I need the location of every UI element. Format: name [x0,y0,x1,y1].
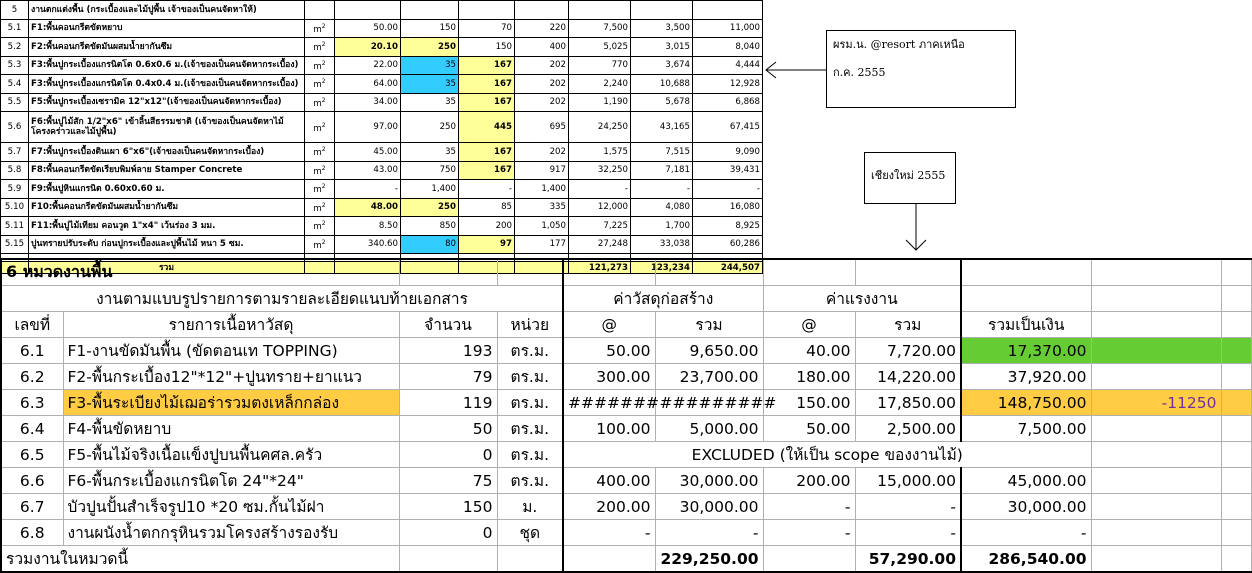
top-row-unit-total[interactable]: 202 [515,143,569,162]
top-row-unit-text: m [313,148,322,159]
top-row-material-sum[interactable]: 1,190 [569,93,631,112]
top-row-unit[interactable] [305,180,335,199]
header-col-material-at[interactable]: @ [563,312,655,338]
category-total-grand[interactable]: 286,540.00 [961,546,1091,573]
item-overflow-cell[interactable] [1221,416,1251,442]
top-row-unit-total[interactable]: 1,400 [515,180,569,199]
category-total-blank[interactable] [763,546,855,573]
item-material-rate[interactable]: 300.00 [563,364,655,390]
item-quantity[interactable]: 75 [399,468,497,494]
item-description[interactable]: F2-พื้นกระเบื้อง12"*12"+ปูนทราย+ยาแนว [63,364,399,390]
item-labor-rate[interactable]: 40.00 [763,338,855,364]
top-row-material-sum[interactable]: 12,000 [569,198,631,217]
top-row-unit-text: m [313,123,322,134]
top-row-no[interactable]: 5.4 [1,75,29,94]
top-row-unit-sup: 2 [321,121,326,129]
top-row-item[interactable]: F6:พื้นปูไม้สัก 1/2"x6" เข้าลิ้นสีธรรมชาติ (เจ้าของเป็นคนจัดหาไม้โครงคร่าวและไม้ปูพื้น) [29,112,305,143]
top-row-item[interactable]: F5:พื้นปูกระเบื้องเซรามิค 12"x12"(เจ้าของเป็นคนจัดหากระเบื้อง) [29,93,305,112]
item-labor-rate[interactable]: - [763,494,855,520]
item-unit[interactable]: ตร.ม. [497,338,563,364]
item-no[interactable]: 6.1 [1,338,63,364]
item-adjustment[interactable] [1091,338,1221,364]
item-quantity[interactable]: 50 [399,416,497,442]
item-overflow-cell[interactable] [1221,494,1251,520]
top-row-unit-sup: 2 [321,146,326,154]
top-row-item[interactable]: F3:พื้นปูกระเบื้องแกรนิตโต 0.6x0.6 ม.(เจ้าของเป็นคนจัดหากระเบื้อง) [29,56,305,75]
item-unit[interactable]: ตร.ม. [497,390,563,416]
top-row-unit-text: m [313,61,322,72]
top-row-unit[interactable] [305,235,335,254]
top-row-material-rate[interactable]: 850 [401,217,459,236]
top-row-unit-sup: 2 [321,164,326,172]
category-total-blank[interactable] [1221,546,1251,573]
category-total-blank[interactable] [563,546,655,573]
top-row-unit-total[interactable]: 400 [515,38,569,57]
top-row-total[interactable]: 8,925 [693,217,763,236]
top-row-item[interactable]: ปูนทรายปรับระดับ ก่อนปูกระเบื้องและปูพื้นไม้ หนา 5 ซม. [29,235,305,254]
top-table-row [1,19,763,38]
top-row-labor-rate[interactable]: 167 [459,161,515,180]
item-material-rate[interactable]: 100.00 [563,416,655,442]
top-table-row [1,198,763,217]
top-row-total[interactable]: - [693,180,763,199]
item-row [1,364,1251,390]
item-labor-sum[interactable]: 14,220.00 [855,364,961,390]
top-row-unit-text: m [313,98,322,109]
item-description[interactable]: บัวปูนปั้นสำเร็จรูป10 *20 ซม.กั้นไม้ฝา [63,494,399,520]
top-row-no[interactable]: 5.15 [1,235,29,254]
item-total[interactable]: 7,500.00 [961,416,1091,442]
item-description[interactable]: F3-พื้นระเบียงไม้เฌอร่ารวมตงเหล็กกล่อง [63,390,399,416]
item-row [1,390,1251,416]
top-row-total[interactable]: 60,286 [693,235,763,254]
item-labor-rate[interactable]: 200.00 [763,468,855,494]
item-quantity[interactable]: 79 [399,364,497,390]
item-row [1,494,1251,520]
top-row-labor-rate[interactable]: 150 [459,38,515,57]
category-total-label[interactable]: รวมงานในหมวดนี้ [1,546,399,573]
item-row [1,442,1251,468]
top-row-total[interactable]: 12,928 [693,75,763,94]
top-row-unit-sup: 2 [321,201,326,209]
item-description[interactable]: งานผนังน้ำตกกรุหินรวมโครงสร้างรองรับ [63,520,399,546]
top-row-labor-rate[interactable]: 167 [459,93,515,112]
top-row-unit[interactable] [305,217,335,236]
top-row-no[interactable]: 5.11 [1,217,29,236]
item-labor-sum[interactable]: 2,500.00 [855,416,961,442]
top-row-unit[interactable] [305,75,335,94]
top-table-row [1,161,763,180]
top-row-material-sum[interactable]: 27,248 [569,235,631,254]
top-row-material-sum[interactable]: - [569,180,631,199]
top-row-qty[interactable]: 64.00 [335,75,401,94]
top-row-unit-sup: 2 [321,41,326,49]
item-quantity[interactable]: 0 [399,520,497,546]
header-row-1 [1,286,1251,312]
item-unit[interactable]: ตร.ม. [497,416,563,442]
top-row-qty[interactable]: 45.00 [335,143,401,162]
top-row-qty[interactable]: 97.00 [335,112,401,143]
top-row-labor-sum[interactable]: 4,080 [631,198,693,217]
top-row-material-rate[interactable]: 35 [401,75,459,94]
top-row-unit-text: m [313,240,322,251]
item-material-sum[interactable]: 30,000.00 [655,468,763,494]
section-title[interactable]: 6 หมวดงานพื้น [1,259,399,286]
top-row-unit-total[interactable]: 177 [515,235,569,254]
top-row-unit-text: m [313,185,322,196]
item-labor-sum[interactable]: 7,720.00 [855,338,961,364]
item-unit[interactable]: ม. [497,494,563,520]
item-excluded-note[interactable]: EXCLUDED (ให้เป็น scope ของงานไม้) [563,442,1091,468]
top-section-no[interactable]: 5 [1,1,29,20]
top-row-labor-rate[interactable]: 167 [459,143,515,162]
item-row [1,468,1251,494]
top-row-material-rate[interactable]: 1,400 [401,180,459,199]
item-adjustment[interactable] [1091,520,1221,546]
top-row-no[interactable]: 5.10 [1,198,29,217]
item-description[interactable]: F4-พื้นขัดหยาบ [63,416,399,442]
item-quantity[interactable]: 119 [399,390,497,416]
item-no[interactable]: 6.4 [1,416,63,442]
top-row-unit-text: m [313,203,322,214]
item-no[interactable]: 6.5 [1,442,63,468]
top-row-total[interactable]: 4,444 [693,56,763,75]
item-overflow-cell[interactable] [1221,520,1251,546]
header-col-no[interactable]: เลขที่ [1,312,63,338]
top-row-no[interactable]: 5.3 [1,56,29,75]
item-unit[interactable]: ตร.ม. [497,468,563,494]
item-labor-sum[interactable]: 15,000.00 [855,468,961,494]
top-row-material-sum[interactable]: 7,500 [569,19,631,38]
top-row-qty[interactable]: 43.00 [335,161,401,180]
header-description[interactable]: งานตามแบบรูปรายการตามรายละเอียดแนบท้ายเอกสาร [1,286,563,312]
top-row-qty[interactable]: 22.00 [335,56,401,75]
top-row-labor-sum[interactable]: 3,015 [631,38,693,57]
header-col-item[interactable]: รายการเนื้อหาวัสดุ [63,312,399,338]
item-no[interactable]: 6.7 [1,494,63,520]
top-row-item[interactable]: F2:พื้นคอนกรีตขัดมันผสมน้ำยากันซึม [29,38,305,57]
top-row-material-rate[interactable]: 250 [401,198,459,217]
top-table-row [1,235,763,254]
top-row-total[interactable]: 11,000 [693,19,763,38]
top-row-unit[interactable] [305,93,335,112]
top-row-no[interactable]: 5.1 [1,19,29,38]
top-row-material-rate[interactable]: 35 [401,56,459,75]
header-col-qty[interactable]: จำนวน [399,312,497,338]
top-row-no[interactable]: 5.8 [1,161,29,180]
floor-cost-table [0,258,1252,573]
top-row-material-sum[interactable]: 5,025 [569,38,631,57]
item-labor-sum[interactable]: 17,850.00 [855,390,961,416]
top-row-unit-sup: 2 [321,220,326,228]
item-description[interactable]: F1-งานขัดมันพื้น (ขัดตอนเท TOPPING) [63,338,399,364]
top-row-unit-total[interactable]: 202 [515,56,569,75]
top-row-no[interactable]: 5.9 [1,180,29,199]
callout-resort-line1: ผรม.น. @resort ภาคเหนือ [833,38,965,51]
item-overflow-cell[interactable] [1221,468,1251,494]
category-total-blank[interactable] [497,546,563,573]
item-quantity[interactable]: 193 [399,338,497,364]
item-total[interactable]: 37,920.00 [961,364,1091,390]
category-total-labor[interactable]: 57,290.00 [855,546,961,573]
header-col-labor-at[interactable]: @ [763,312,855,338]
item-total[interactable]: 45,000.00 [961,468,1091,494]
top-table-row [1,112,763,143]
top-row-unit[interactable] [305,198,335,217]
item-description[interactable]: F6-พื้นกระเบื้องแกรนิตโต 24"*24" [63,468,399,494]
item-row [1,338,1251,364]
top-row-labor-rate[interactable]: 97 [459,235,515,254]
item-quantity[interactable]: 0 [399,442,497,468]
item-material-rate[interactable]: ####### [563,390,655,416]
top-row-unit[interactable] [305,161,335,180]
top-row-labor-sum[interactable]: 5,678 [631,93,693,112]
top-row-unit-sup: 2 [321,238,326,246]
top-row-material-rate[interactable]: 750 [401,161,459,180]
top-row-material-rate[interactable]: 150 [401,19,459,38]
item-description[interactable]: F5-พื้นไม้จริงเนื้อแข็งปูบนพื้นคศล.ครัว [63,442,399,468]
top-row-item[interactable]: F7:พื้นปูกระเบื้องดินเผา 6"x6"(เจ้าของเป็นคนจัดหากระเบื้อง) [29,143,305,162]
item-material-rate[interactable]: - [563,520,655,546]
top-row-labor-sum[interactable]: 43,165 [631,112,693,143]
top-row-labor-sum[interactable]: 3,674 [631,56,693,75]
top-table-row [1,75,763,94]
top-row-labor-sum[interactable]: 7,181 [631,161,693,180]
top-row-material-sum[interactable]: 7,225 [569,217,631,236]
item-material-sum[interactable]: 23,700.00 [655,364,763,390]
top-section-title[interactable]: งานตกแต่งพื้น (กระเบื้องและไม้ปูพื้น เจ้าของเป็นคนจัดหาให้) [29,1,305,20]
top-row-labor-rate[interactable]: 85 [459,198,515,217]
top-row-unit-sup: 2 [321,59,326,67]
top-row-unit-text: m [313,43,322,54]
top-row-labor-rate[interactable]: 70 [459,19,515,38]
callout-chiangmai-text: เชียงใหม่ 2555 [871,169,946,182]
arrow-to-top-table-head [766,62,776,78]
top-row-unit-total[interactable]: 917 [515,161,569,180]
top-total-labor[interactable]: 123,234 [631,262,693,274]
top-row-material-rate[interactable]: 35 [401,143,459,162]
item-unit[interactable]: ชุด [497,520,563,546]
top-row-total[interactable]: 39,431 [693,161,763,180]
item-material-sum[interactable]: - [655,520,763,546]
top-row-qty[interactable]: - [335,180,401,199]
top-row-labor-sum[interactable]: 1,700 [631,217,693,236]
top-row-material-rate[interactable]: 80 [401,235,459,254]
top-row-unit[interactable] [305,112,335,143]
top-row-labor-rate[interactable]: 167 [459,56,515,75]
item-row [1,520,1251,546]
item-no[interactable]: 6.2 [1,364,63,390]
top-row-material-sum[interactable]: 2,240 [569,75,631,94]
top-row-labor-sum[interactable]: - [631,180,693,199]
top-row-no[interactable]: 5.7 [1,143,29,162]
item-quantity[interactable]: 150 [399,494,497,520]
callout-resort-line2: ก.ค. 2555 [833,66,886,79]
item-labor-sum[interactable]: - [855,494,961,520]
item-no[interactable]: 6.8 [1,520,63,546]
top-row-qty[interactable]: 8.50 [335,217,401,236]
item-adjustment[interactable] [1091,364,1221,390]
item-overflow-cell[interactable] [1221,390,1251,416]
top-row-unit-total[interactable]: 695 [515,112,569,143]
item-adjustment[interactable] [1091,468,1221,494]
category-total-material[interactable]: 229,250.00 [655,546,763,573]
top-row-total[interactable]: 6,868 [693,93,763,112]
top-row-unit-total[interactable]: 335 [515,198,569,217]
top-row-unit[interactable] [305,19,335,38]
item-labor-rate[interactable]: 150.00 [763,390,855,416]
top-row-unit[interactable] [305,56,335,75]
top-row-unit-total[interactable]: 220 [515,19,569,38]
floor-cost-sheet [0,258,1240,569]
header-material-cost[interactable]: ค่าวัสดุก่อสร้าง [563,286,763,312]
callout-resort-note [826,30,1016,108]
top-row-material-rate[interactable]: 250 [401,112,459,143]
item-row [1,416,1251,442]
item-no[interactable]: 6.6 [1,468,63,494]
item-material-rate[interactable]: 200.00 [563,494,655,520]
top-table-row [1,143,763,162]
top-row-unit-text: m [313,80,322,91]
category-total-blank[interactable] [399,546,497,573]
top-row-item[interactable]: F3:พื้นปูกระเบื้องแกรนิตโต 0.4x0.4 ม.(เจ้าของเป็นคนจัดหากระเบื้อง) [29,75,305,94]
top-row-labor-sum[interactable]: 10,688 [631,75,693,94]
item-labor-rate[interactable]: 180.00 [763,364,855,390]
top-row-item[interactable]: F9:พื้นปูหินแกรนิต 0.60x0.60 ม. [29,180,305,199]
item-material-sum[interactable]: 9,650.00 [655,338,763,364]
arrow-to-bottom-table-head [906,240,926,250]
item-total[interactable]: 148,750.00 [961,390,1091,416]
header-col-unit[interactable]: หน่วย [497,312,563,338]
item-labor-rate[interactable]: - [763,520,855,546]
top-row-labor-rate[interactable]: - [459,180,515,199]
top-row-labor-rate[interactable]: 167 [459,75,515,94]
top-row-qty[interactable]: 50.00 [335,19,401,38]
top-row-unit-sup: 2 [321,183,326,191]
top-row-unit[interactable] [305,38,335,57]
top-total-label[interactable]: รวม [29,262,305,274]
top-row-total[interactable]: 16,080 [693,198,763,217]
top-row-labor-rate[interactable]: 200 [459,217,515,236]
item-unit[interactable]: ตร.ม. [497,442,563,468]
item-adjustment[interactable] [1091,416,1221,442]
item-overflow-cell[interactable] [1221,364,1251,390]
top-row-unit-sup: 2 [321,22,326,30]
item-labor-rate[interactable]: 50.00 [763,416,855,442]
item-material-rate[interactable]: 50.00 [563,338,655,364]
item-material-sum[interactable]: 5,000.00 [655,416,763,442]
top-table-row [1,93,763,112]
top-total-grand[interactable]: 244,507 [693,262,763,274]
header-col-material-sum[interactable]: รวม [655,312,763,338]
top-row-unit-total[interactable]: 202 [515,75,569,94]
top-row-item[interactable]: F1:พื้นคอนกรีตขัดหยาบ [29,19,305,38]
top-section-row [1,1,763,20]
item-total[interactable]: 17,370.00 [961,338,1091,364]
top-row-material-sum[interactable]: 1,575 [569,143,631,162]
header-row-2 [1,312,1251,338]
item-adjustment[interactable] [1091,494,1221,520]
top-row-unit-text: m [313,24,322,35]
top-row-material-rate[interactable]: 250 [401,38,459,57]
top-row-total[interactable]: 8,040 [693,38,763,57]
category-total-blank[interactable] [1091,546,1221,573]
header-labor-cost[interactable]: ค่าแรงงาน [763,286,961,312]
top-row-labor-sum[interactable]: 33,038 [631,235,693,254]
top-table-row [1,38,763,57]
top-row-unit-sup: 2 [321,78,326,86]
item-total[interactable]: 30,000.00 [961,494,1091,520]
small-cost-table [0,0,763,274]
item-unit[interactable]: ตร.ม. [497,364,563,390]
top-row-no[interactable]: 5.2 [1,38,29,57]
item-overflow-cell[interactable] [1221,442,1251,468]
top-row-item[interactable]: F10:พื้นคอนกรีตขัดมันผสมน้ำยากันซึม [29,198,305,217]
item-total[interactable]: - [961,520,1091,546]
top-total-material[interactable]: 121,273 [569,262,631,274]
item-material-sum[interactable]: ######### [655,390,763,416]
top-row-unit[interactable] [305,143,335,162]
section-title-row [1,259,1251,286]
top-row-no[interactable]: 5.5 [1,93,29,112]
top-row-material-sum[interactable]: 24,250 [569,112,631,143]
top-row-qty[interactable]: 20.10 [335,38,401,57]
top-row-unit-total[interactable]: 1,050 [515,217,569,236]
item-material-sum[interactable]: 30,000.00 [655,494,763,520]
top-table-row [1,56,763,75]
top-row-material-sum[interactable]: 32,250 [569,161,631,180]
top-row-unit-total[interactable]: 202 [515,93,569,112]
top-row-qty[interactable]: 48.00 [335,198,401,217]
top-row-unit-text: m [313,166,322,177]
item-labor-sum[interactable]: - [855,520,961,546]
header-col-total[interactable]: รวมเป็นเงิน [961,312,1091,338]
top-row-item[interactable]: F11:พื้นปูไม้เทียม คอนวูด 1"x4" เว้นร่อง 3 มม. [29,217,305,236]
top-table-row [1,217,763,236]
top-row-labor-sum[interactable]: 7,515 [631,143,693,162]
item-overflow-cell[interactable] [1221,338,1251,364]
item-no[interactable]: 6.3 [1,390,63,416]
top-row-unit-text: m [313,222,322,233]
top-row-unit-sup: 2 [321,96,326,104]
item-adjustment[interactable] [1091,442,1221,468]
item-adjustment[interactable]: -11250 [1091,390,1221,416]
top-row-total[interactable]: 67,415 [693,112,763,143]
top-row-labor-sum[interactable]: 3,500 [631,19,693,38]
top-row-no[interactable]: 5.6 [1,112,29,143]
item-material-rate[interactable]: 400.00 [563,468,655,494]
category-total-row [1,546,1251,573]
header-col-labor-sum[interactable]: รวม [855,312,961,338]
top-row-material-sum[interactable]: 770 [569,56,631,75]
top-row-labor-rate[interactable]: 445 [459,112,515,143]
top-row-item[interactable]: F8:พื้นคอนกรีตขัดเรียบพิมพ์ลาย Stamper Concrete [29,161,305,180]
callout-chiangmai-note [864,152,956,204]
top-table-row [1,180,763,199]
top-row-qty[interactable]: 34.00 [335,93,401,112]
top-row-material-rate[interactable]: 35 [401,93,459,112]
top-row-qty[interactable]: 340.60 [335,235,401,254]
top-row-total[interactable]: 9,090 [693,143,763,162]
